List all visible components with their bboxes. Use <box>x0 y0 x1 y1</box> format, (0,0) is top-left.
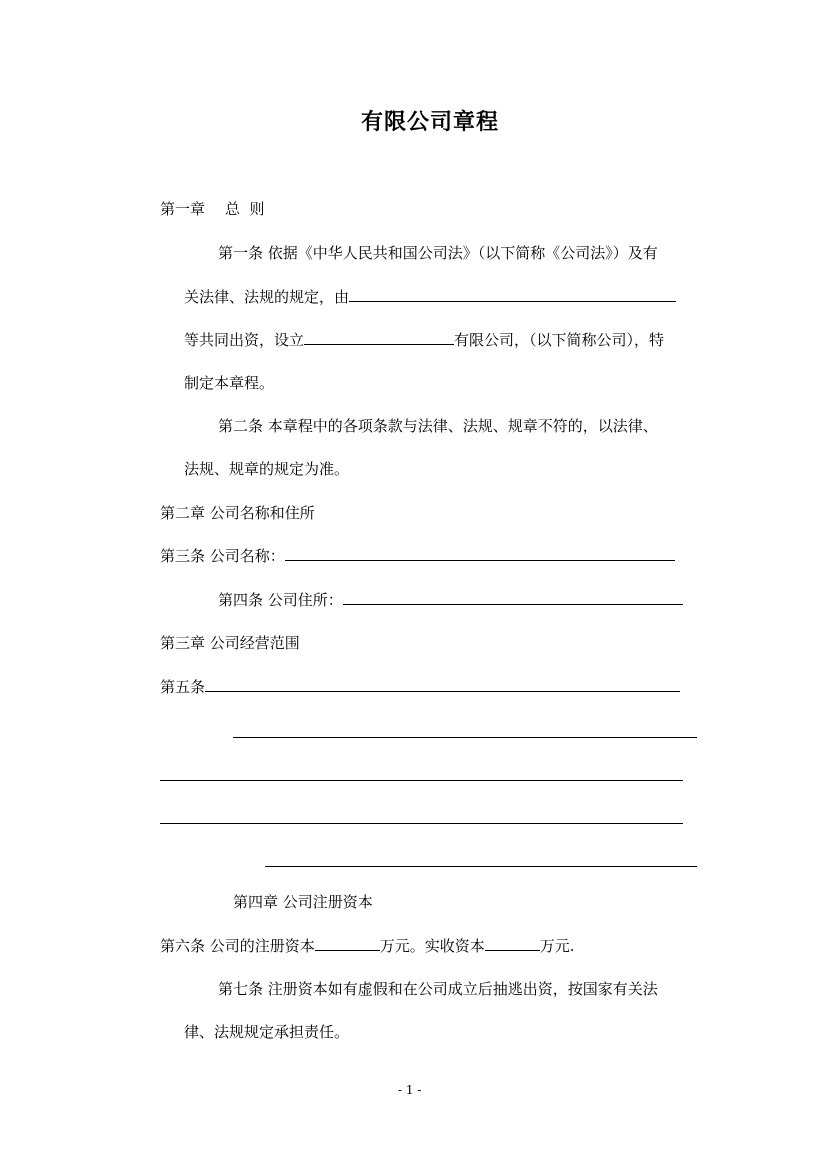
chapter-3-heading: 第三章 公司经营范围 <box>160 634 300 652</box>
chapter-1-heading <box>160 199 265 219</box>
article-5 <box>160 677 680 697</box>
business-scope-blank-2 <box>233 737 697 738</box>
document-title: 有限公司章程 <box>361 109 500 135</box>
article-2-line-2: 法规、规章的规定为准。 <box>184 460 350 478</box>
article-1-line-3-text-b: 有限公司，（以下简称公司），特 <box>454 331 665 349</box>
article-7-line-2: 律、法规规定承担责任。 <box>184 1023 350 1041</box>
chapter-1-name: 总 则 <box>225 200 265 218</box>
article-3 <box>160 546 675 566</box>
company-address-blank <box>343 590 683 605</box>
article-1-line-4: 制定本章程。 <box>184 374 275 392</box>
article-4-text: 第四条 公司住所： <box>218 591 343 609</box>
chapter-4-heading: 第四章 公司注册资本 <box>233 893 373 911</box>
article-6-text-b: 万元。实收资本 <box>379 937 485 955</box>
article-7-line-1: 第七条 注册资本如有虚假和在公司成立后抽逃出资，按国家有关法 <box>218 980 658 998</box>
article-1-line-2 <box>184 287 676 307</box>
business-scope-blank-5 <box>265 866 697 867</box>
business-scope-blank-3 <box>160 780 683 781</box>
registered-capital-blank <box>315 936 380 951</box>
article-2-line-1: 第二条 本章程中的各项条款与法律、法规、规章不符的，以法律、 <box>218 417 658 435</box>
article-1-line-1: 第一条 依据《中华人民共和国公司法》（以下简称《公司法》）及有 <box>218 244 658 262</box>
business-scope-blank-1 <box>205 677 680 692</box>
chapter-2-heading: 第二章 公司名称和住所 <box>160 504 315 522</box>
chapter-1-label: 第一章 <box>160 200 206 218</box>
article-4 <box>218 590 683 610</box>
company-name-field-blank <box>285 546 675 561</box>
article-1-line-3 <box>184 330 664 350</box>
business-scope-blank-4 <box>160 823 683 824</box>
page-number: - 1 - <box>398 1083 422 1097</box>
article-3-text: 第三条 公司名称： <box>160 547 285 565</box>
article-6 <box>160 936 575 956</box>
article-6-text-c: 万元. <box>539 937 575 955</box>
founders-blank <box>349 287 676 302</box>
article-1-line-3-text-a: 等共同出资，设立 <box>184 331 305 349</box>
article-1-line-2-text: 关法律、法规的规定，由 <box>184 288 350 306</box>
company-name-blank <box>304 330 454 345</box>
paid-in-capital-blank <box>485 936 540 951</box>
article-6-text-a: 第六条 公司的注册资本 <box>160 937 315 955</box>
article-5-text: 第五条 <box>160 678 206 696</box>
